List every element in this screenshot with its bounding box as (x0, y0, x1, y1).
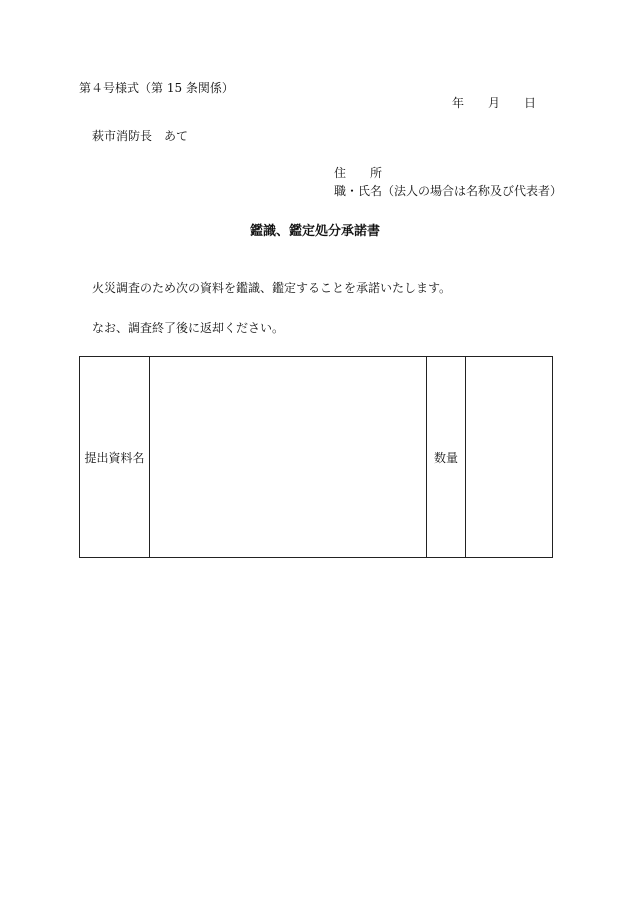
address-label-second: 所 (370, 166, 383, 180)
recipient (92, 127, 188, 144)
address-label-first: 住 (334, 166, 347, 180)
date-line (452, 94, 536, 111)
materials-table (79, 356, 553, 558)
return-paragraph: なお、調査終了後に返却ください。 (92, 321, 285, 335)
name-label: 職・氏名（法人の場合は名称及び代表者） (334, 184, 563, 198)
form-number: 第４号様式（第 15 条関係） (79, 81, 234, 95)
table-row (80, 357, 553, 558)
quantity-label-cell: 数量 (427, 357, 466, 558)
date-month-label: 月 (488, 96, 501, 110)
consent-paragraph: 火災調査のため次の資料を鑑識、鑑定することを承諾いたします。 (92, 281, 452, 295)
address-label (334, 164, 382, 181)
document-title: 鑑識、鑑定処分承諾書 (249, 224, 380, 239)
quantity-value-cell[interactable] (466, 357, 553, 558)
recipient-suffix: あて (164, 129, 189, 143)
material-label-cell: 提出資料名 (80, 357, 150, 558)
material-value-cell[interactable] (150, 357, 427, 558)
date-year-label: 年 (452, 96, 465, 110)
date-day-label: 日 (524, 96, 537, 110)
recipient-name: 萩市消防長 (92, 129, 153, 143)
